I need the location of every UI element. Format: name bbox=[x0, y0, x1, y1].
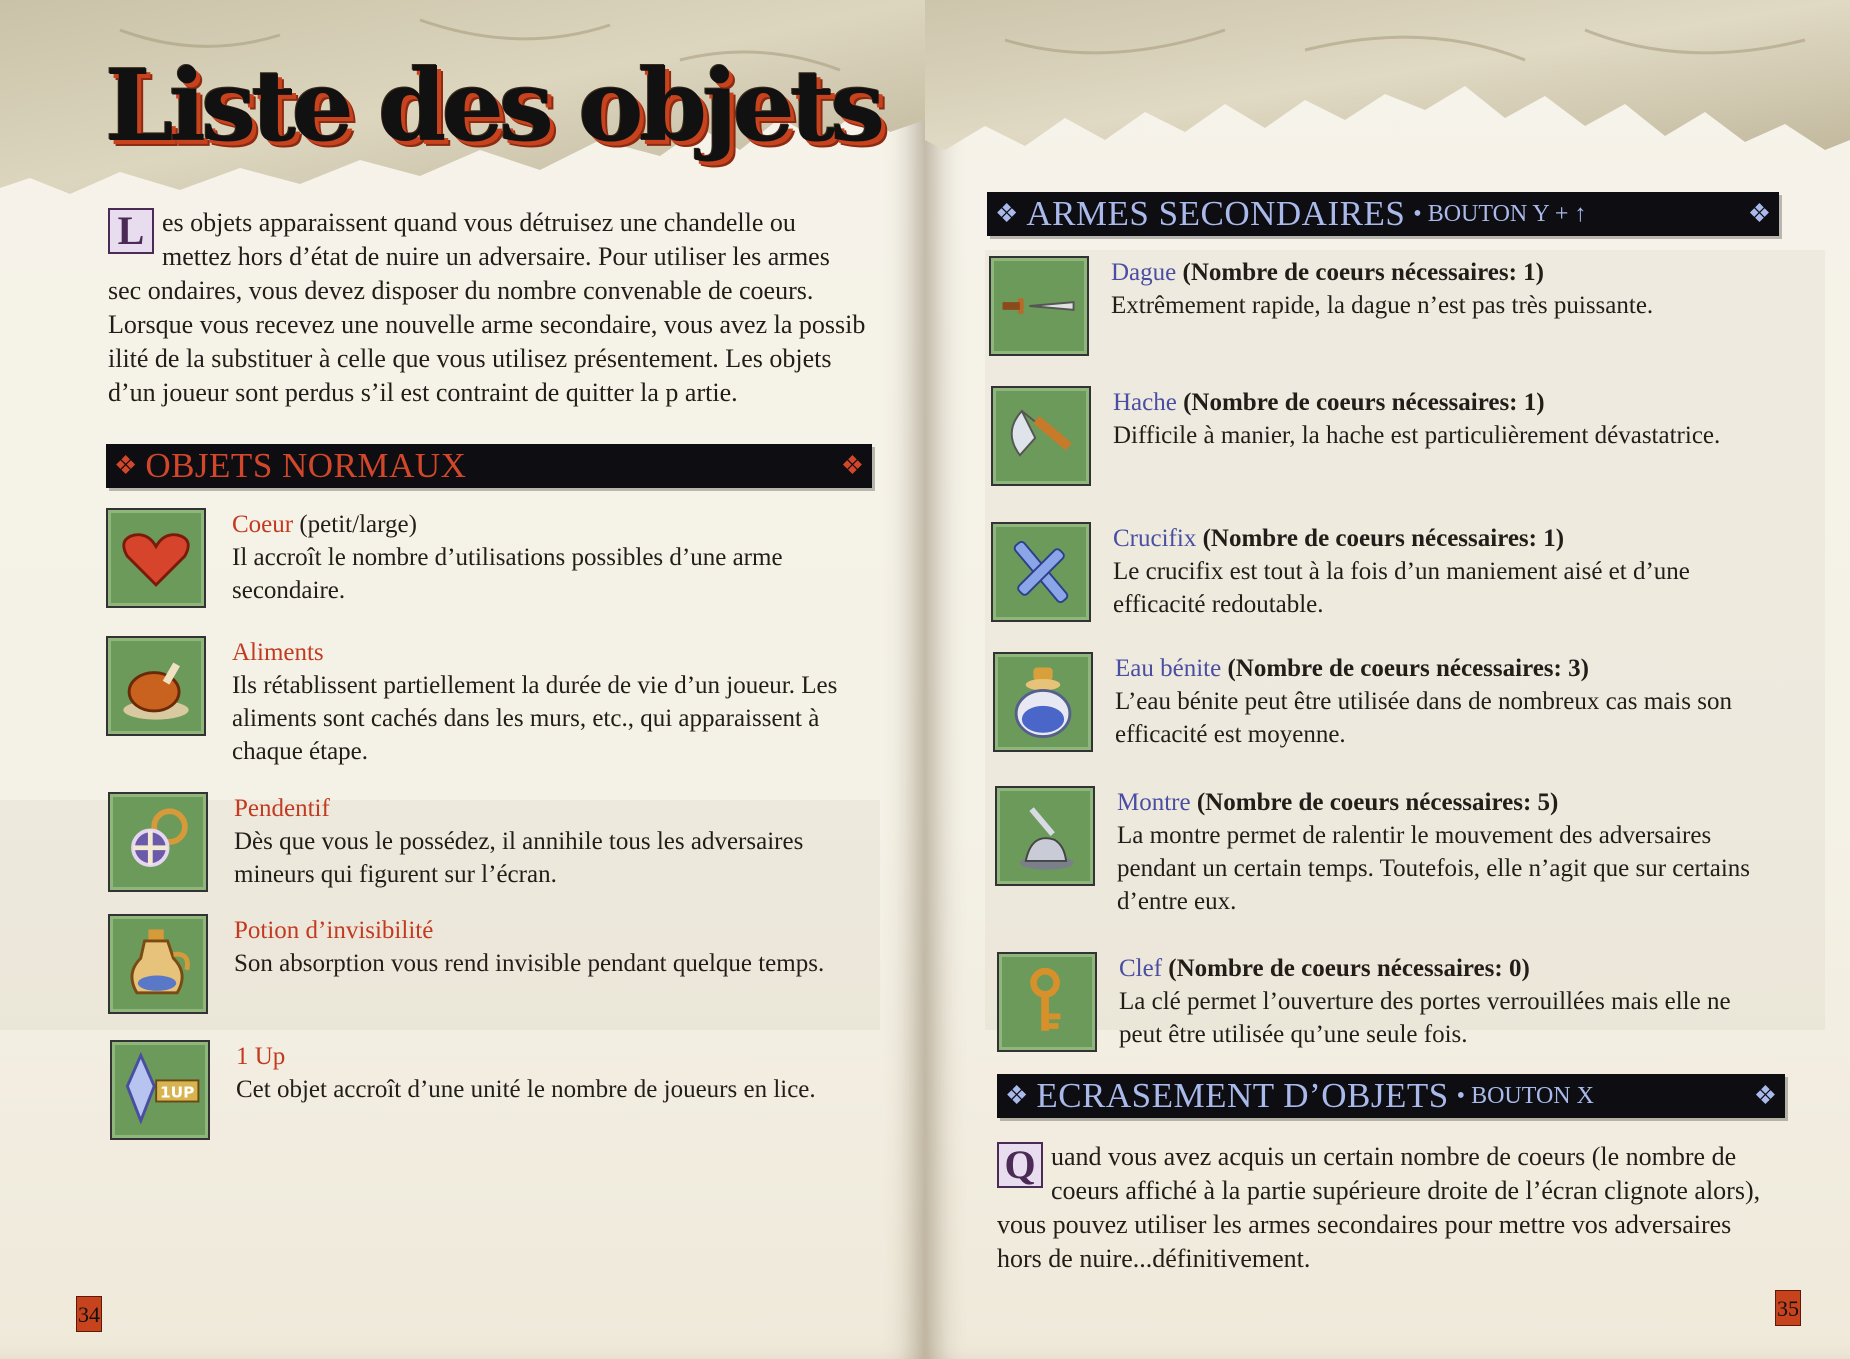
item-requirement: (Nombre de coeurs nécessaires: 1) bbox=[1183, 389, 1545, 416]
page-number: 35 bbox=[1775, 1290, 1801, 1326]
item-desc: Dès que vous le possédez, il annihile tous les adversaires mineurs qui figurent sur l’écran. bbox=[234, 828, 804, 888]
potion-jug-icon bbox=[108, 914, 208, 1014]
roast-food-icon bbox=[106, 636, 206, 736]
item-desc: Ils rétablissent partiellement la durée de vie d’un joueur. Les aliments sont cachés dans les murs, etc., qui apparaissent à chaque étape. bbox=[232, 672, 838, 765]
hourglass-watch-icon bbox=[995, 786, 1095, 886]
item-text bbox=[1119, 952, 1779, 1051]
one-up-icon bbox=[110, 1040, 210, 1140]
page-title: Liste des objets bbox=[105, 49, 881, 164]
item-desc: Cet objet accroît d’une unité le nombre de joueurs en lice. bbox=[236, 1076, 816, 1103]
button-hint: • BOUTON X bbox=[1456, 1082, 1594, 1109]
item-name: 1 Up bbox=[236, 1043, 286, 1070]
item-text bbox=[1117, 786, 1777, 918]
page-number: 34 bbox=[76, 1296, 102, 1332]
item-requirement: (Nombre de coeurs nécessaires: 1) bbox=[1182, 259, 1544, 286]
item-requirement: (Nombre de coeurs nécessaires: 0) bbox=[1168, 955, 1530, 982]
diamond-ornament-icon: ❖ bbox=[840, 451, 864, 480]
item-name: Dague bbox=[1111, 259, 1177, 286]
svg-text:1UP: 1UP bbox=[160, 1083, 195, 1102]
item-name: Clef bbox=[1119, 955, 1163, 982]
section-title: OBJETS NORMAUX bbox=[145, 446, 467, 485]
section-title: ECRASEMENT D’OBJETS bbox=[1036, 1076, 1449, 1115]
dagger-icon bbox=[989, 256, 1089, 356]
intro-paragraph bbox=[108, 206, 868, 410]
diamond-ornament-icon: ❖ bbox=[1747, 199, 1771, 228]
holy-water-icon bbox=[993, 652, 1093, 752]
heart-icon bbox=[106, 508, 206, 608]
item-text bbox=[1113, 386, 1773, 452]
section-bar-armes-secondaires bbox=[987, 192, 1779, 236]
button-hint: • BOUTON Y + ↑ bbox=[1413, 200, 1587, 227]
item-desc: Difficile à manier, la hache est particulièrement dévastatrice. bbox=[1113, 422, 1721, 449]
section-bar-ecrasement bbox=[997, 1074, 1785, 1118]
item-requirement: (Nombre de coeurs nécessaires: 3) bbox=[1227, 655, 1589, 682]
item-requirement: (Nombre de coeurs nécessaires: 1) bbox=[1202, 525, 1565, 552]
dropcap-l: L bbox=[108, 208, 154, 254]
key-icon bbox=[997, 952, 1097, 1052]
item-text bbox=[236, 1040, 896, 1106]
item-requirement: (Nombre de coeurs nécessaires: 5) bbox=[1196, 789, 1559, 816]
item-name: Eau bénite bbox=[1115, 655, 1222, 682]
item-extra: (petit/large) bbox=[293, 511, 417, 538]
item-text bbox=[232, 636, 872, 768]
item-text bbox=[1113, 522, 1773, 621]
item-desc: La montre permet de ralentir le mouvement des adversaires pendant un certain temps. Toutefois, elle n’agit que sur certains d’entre eux. bbox=[1117, 822, 1751, 915]
item-name: Aliments bbox=[232, 639, 324, 666]
item-name: Montre bbox=[1117, 789, 1191, 816]
intro-text: es objets apparaissent quand vous détruisez une chandelle ou mettez hors d’état de nuire un adversaire. Pour utiliser les armes sec ondaires, vous devez disposer du nombre convenable de coeurs. Lorsque vous recevez une nouvelle arme secondaire, vous avez la possib ilité de la substituer à celle que vous utilisez présentement. Les objets d’un joueur sont perdus s’il est contraint de quitter la p artie. bbox=[108, 208, 866, 407]
outro-paragraph bbox=[997, 1140, 1777, 1276]
diamond-ornament-icon: ❖ bbox=[1753, 1081, 1777, 1110]
crucifix-icon bbox=[991, 522, 1091, 622]
item-text bbox=[1111, 256, 1771, 322]
right-page bbox=[925, 0, 1850, 1359]
diamond-ornament-icon: ❖ bbox=[1005, 1081, 1029, 1110]
item-name: Crucifix bbox=[1113, 525, 1197, 552]
axe-icon bbox=[991, 386, 1091, 486]
diamond-ornament-icon: ❖ bbox=[114, 451, 138, 480]
diamond-ornament-icon: ❖ bbox=[995, 199, 1019, 228]
item-name: Potion d’invisibilité bbox=[234, 917, 434, 944]
outro-text: uand vous avez acquis un certain nombre de coeurs (le nombre de coeurs affiché à la partie supérieure droite de l’écran clignote alors), vous pouvez utiliser les armes secondaires pour mettre vos adversaires hors de nuire...définitivement. bbox=[997, 1142, 1761, 1273]
section-title: ARMES SECONDAIRES bbox=[1026, 194, 1406, 233]
item-name: Hache bbox=[1113, 389, 1177, 416]
section-bar-objets-normaux bbox=[106, 444, 872, 488]
item-desc: Il accroît le nombre d’utilisations possibles d’une arme secondaire. bbox=[232, 544, 783, 604]
dropcap-q: Q bbox=[997, 1142, 1043, 1188]
item-text bbox=[234, 792, 874, 891]
item-name: Coeur bbox=[232, 511, 294, 538]
item-desc: Extrêmement rapide, la dague n’est pas très puissante. bbox=[1111, 292, 1654, 319]
item-name: Pendentif bbox=[234, 795, 330, 822]
pendant-icon bbox=[108, 792, 208, 892]
item-desc: La clé permet l’ouverture des portes verrouillées mais elle ne peut être utilisée qu’une seule fois. bbox=[1119, 988, 1731, 1048]
item-text bbox=[234, 914, 894, 980]
item-text bbox=[232, 508, 872, 607]
item-desc: Le crucifix est tout à la fois d’un maniement aisé et d’une efficacité redoutable. bbox=[1113, 558, 1690, 618]
item-desc: L’eau bénite peut être utilisée dans de nombreux cas mais son efficacité est moyenne. bbox=[1115, 688, 1732, 748]
item-text bbox=[1115, 652, 1775, 751]
item-desc: Son absorption vous rend invisible pendant quelque temps. bbox=[234, 950, 825, 977]
